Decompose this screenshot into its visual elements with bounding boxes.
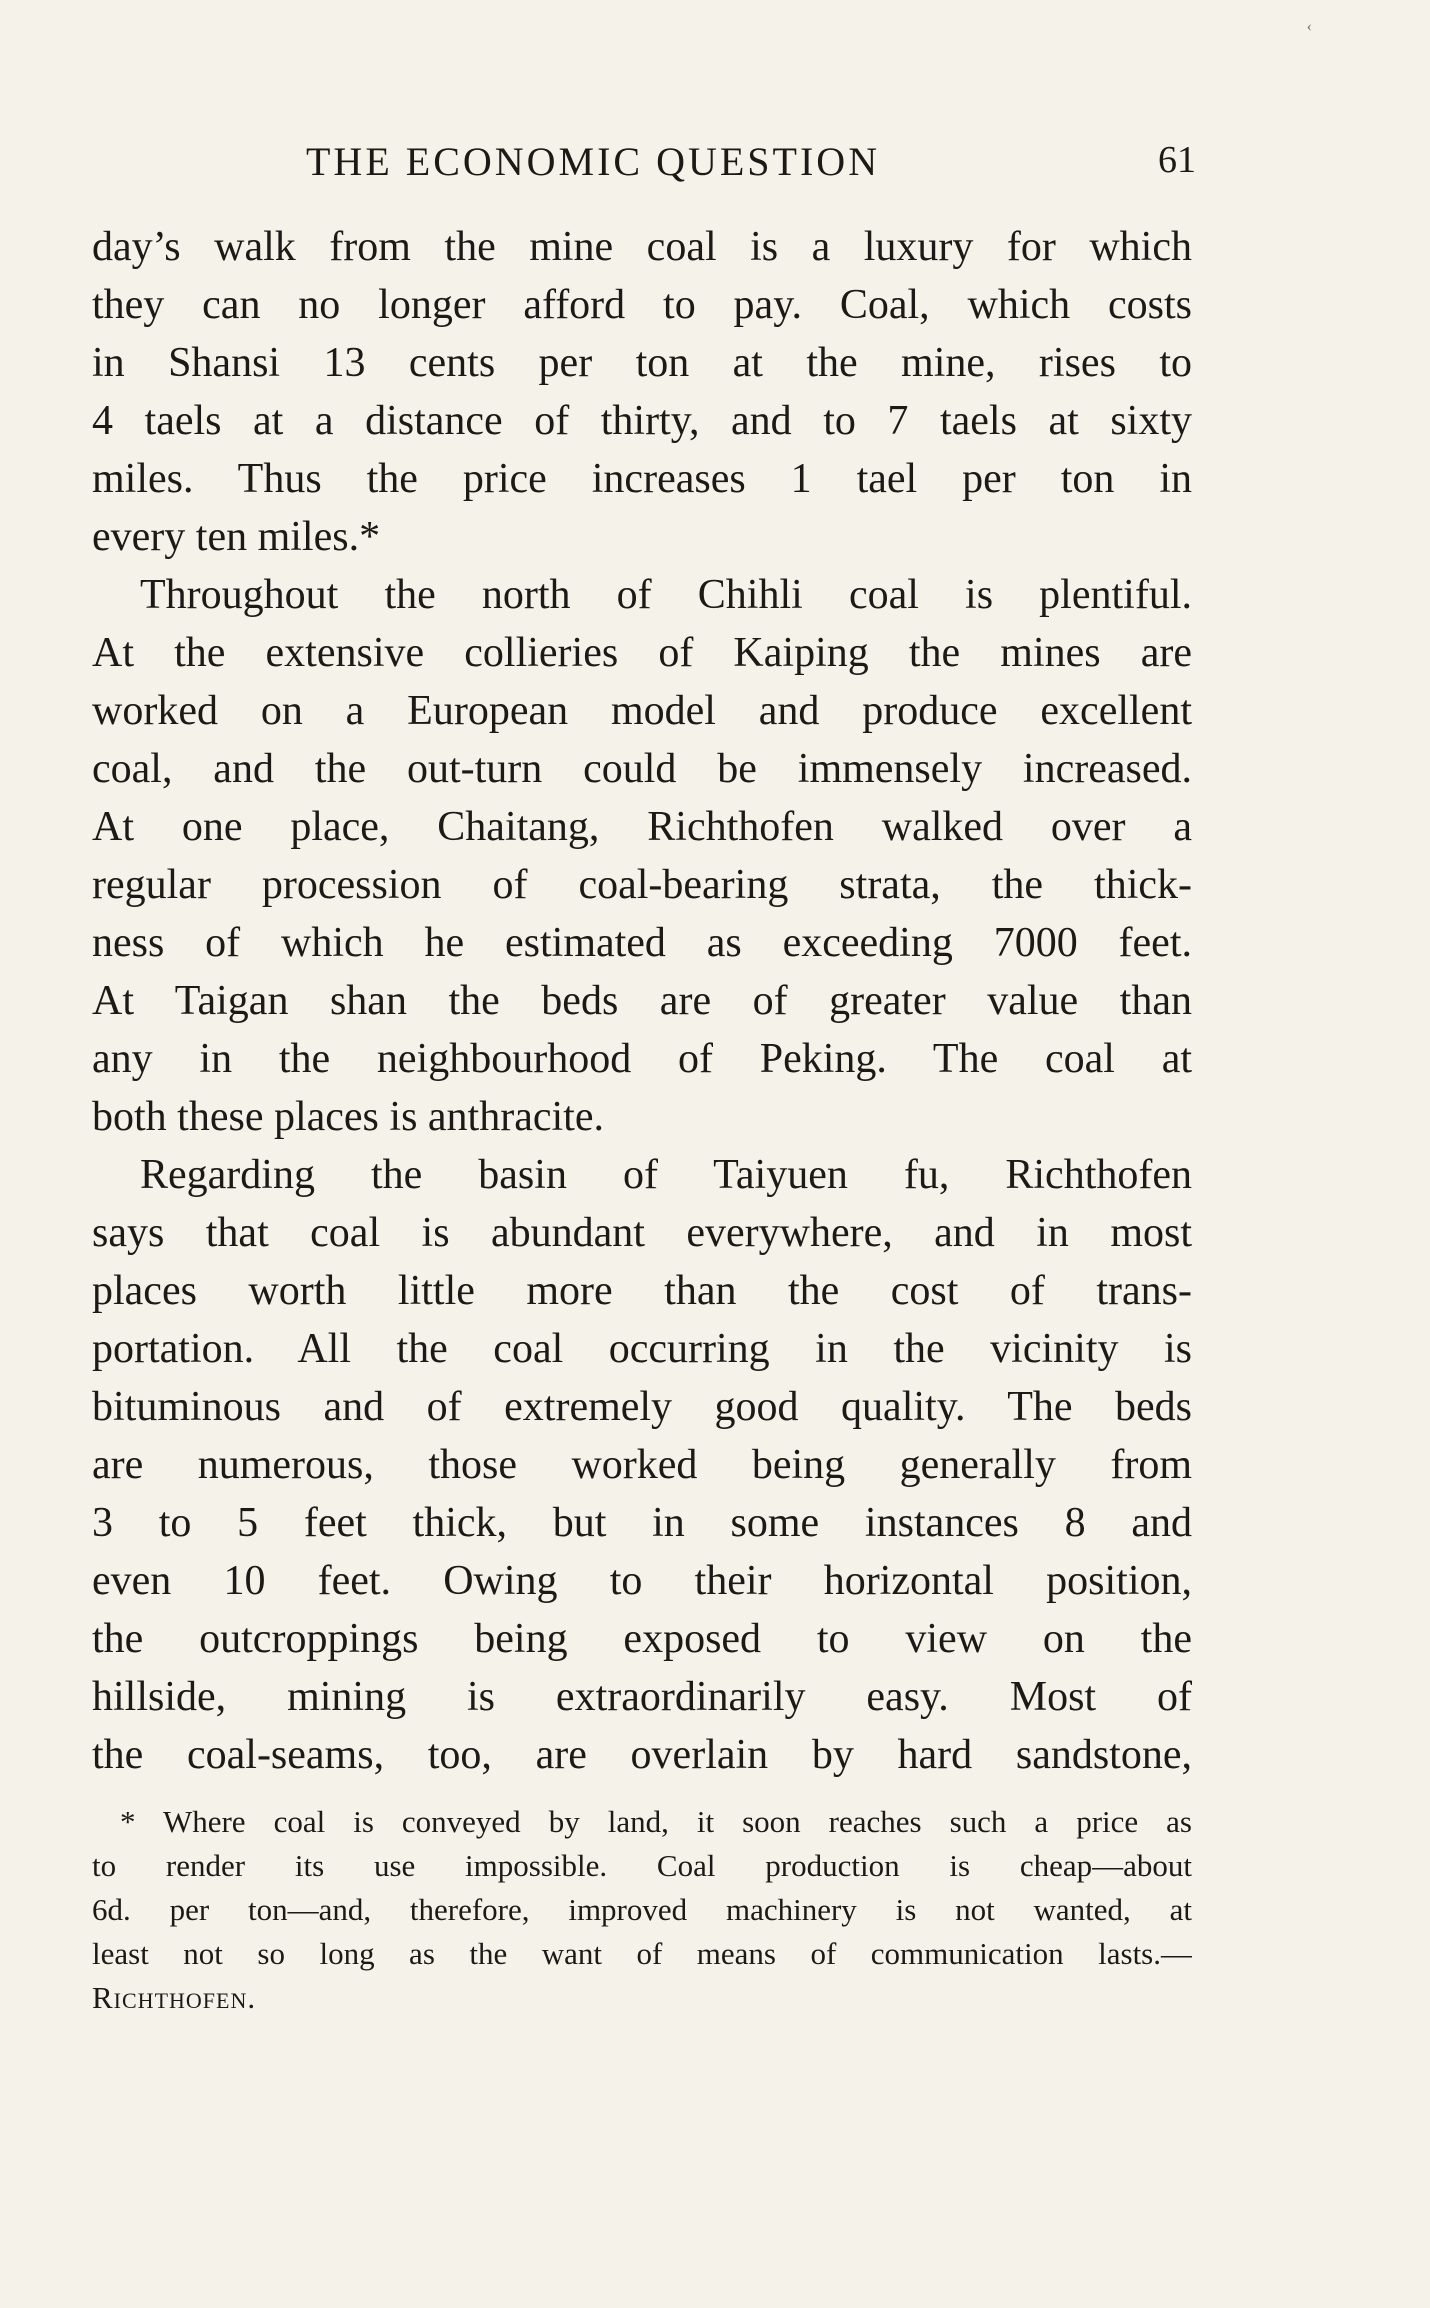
text-line: ness of which he estimated as exceeding 7000 feet. [92,920,1192,966]
text-line: portation. All the coal occurring in the vicinity is [92,1326,1192,1372]
text-line: miles. Thus the price increases 1 tael per ton in [92,456,1192,502]
text-line: day’s walk from the mine coal is a luxury for which [92,224,1192,270]
text-line: even 10 feet. Owing to their horizontal position, [92,1558,1192,1604]
text-line: they can no longer afford to pay. Coal, which costs [92,282,1192,328]
text-line: says that coal is abundant everywhere, and in most [92,1210,1192,1256]
book-page [92,0,1196,2308]
running-head [92,138,1196,198]
footnote-line: * Where coal is conveyed by land, it soon reaches such a price as [120,1804,1192,1839]
text-line: coal, and the out-turn could be immensely increased. [92,746,1192,792]
text-line: in Shansi 13 cents per ton at the mine, rises to [92,340,1192,386]
text-line: places worth little more than the cost of trans- [92,1268,1192,1314]
text-line: 3 to 5 feet thick, but in some instances 8 and [92,1500,1192,1546]
paragraph-start-line: Throughout the north of Chihli coal is plentiful. [140,572,1192,618]
paragraph-start-line: Regarding the basin of Taiyuen fu, Richthofen [140,1152,1192,1198]
text-line: worked on a European model and produce excellent [92,688,1192,734]
page-number: 61 [1158,139,1196,181]
footnote-line: to render its use impossible. Coal production is cheap—about [92,1848,1192,1883]
chapter-title: THE ECONOMIC QUESTION [306,139,881,184]
body-text [92,218,1192,1784]
text-line: hillside, mining is extraordinarily easy. Most of [92,1674,1192,1720]
text-line: every ten miles.* [92,514,381,560]
text-line: regular procession of coal-bearing strata, the thick- [92,862,1192,908]
footnote [92,1800,1192,2020]
text-line: are numerous, those worked being generally from [92,1442,1192,1488]
footnote-attribution: Richthofen. [92,1980,257,2015]
text-line: the outcroppings being exposed to view on the [92,1616,1192,1662]
text-line: 4 taels at a distance of thirty, and to 7 taels at sixty [92,398,1192,444]
text-line: At the extensive collieries of Kaiping the mines are [92,630,1192,676]
footnote-line: 6d. per ton—and, therefore, improved machinery is not wanted, at [92,1892,1192,1927]
text-line: bituminous and of extremely good quality. The beds [92,1384,1192,1430]
text-line: the coal-seams, too, are overlain by hard sandstone, [92,1732,1192,1778]
text-line: any in the neighbourhood of Peking. The coal at [92,1036,1192,1082]
footnote-line: least not so long as the want of means of communication lasts.— [92,1936,1192,1971]
text-line: both these places is anthracite. [92,1094,604,1140]
text-line: At one place, Chaitang, Richthofen walked over a [92,804,1192,850]
text-line: At Taigan shan the beds are of greater value than [92,978,1192,1024]
margin-mark: ‹ [1306,18,1312,35]
